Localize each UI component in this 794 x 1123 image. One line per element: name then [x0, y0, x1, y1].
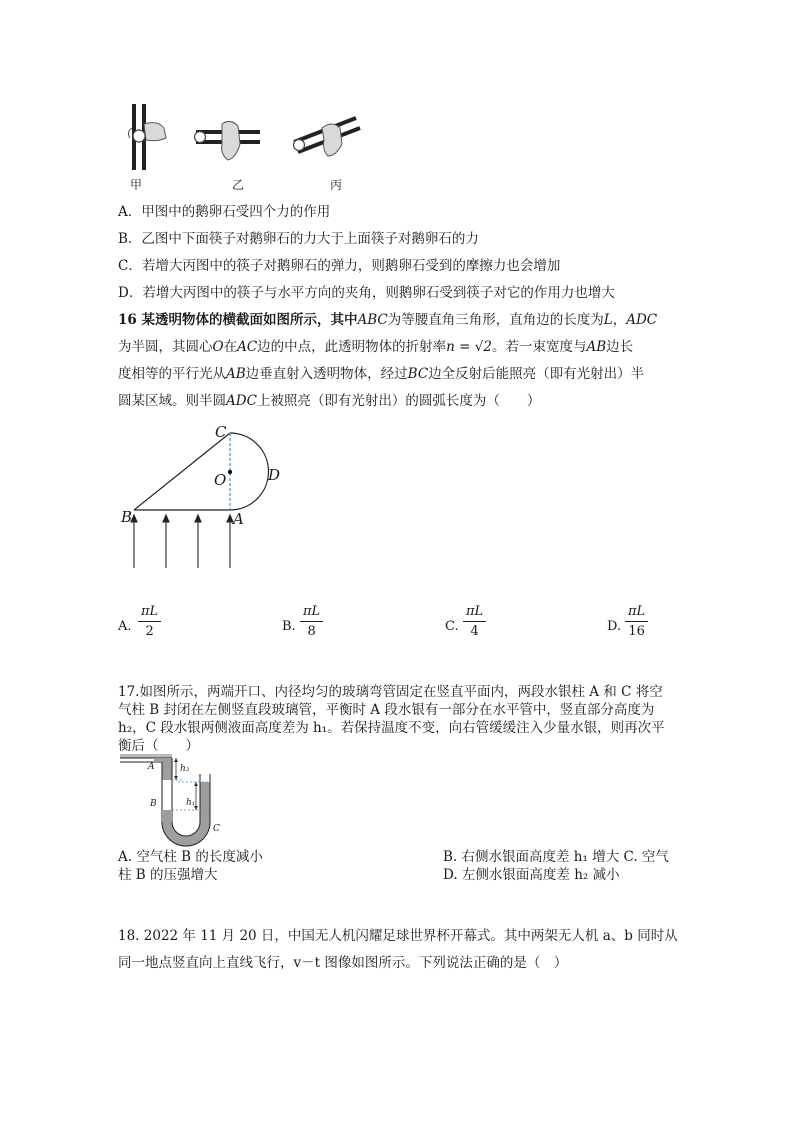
figure-jia — [128, 104, 166, 170]
tube-label-a: A — [148, 762, 155, 772]
fig-label-jia: 甲 — [130, 178, 143, 192]
tube-label-h1: h₁ — [186, 798, 196, 808]
glass-tube-figure — [118, 752, 228, 848]
q17-stem-line-3: h₂，C 段水银两侧液面高度差为 h₁。若保持温度不变，向右管缓缓注入少量水银，则再次平 — [118, 720, 665, 736]
q17-stem-line-1: 17.如图所示，两端开口、内径均匀的玻璃弯管固定在竖直平面内，两段水银柱 A 和 C 将空 — [118, 684, 663, 700]
label-b: B — [121, 508, 133, 526]
q17-option-c-cont: 柱 B 的压强增大 — [118, 867, 218, 883]
arc-adc — [230, 433, 268, 510]
label-c: C — [215, 423, 227, 441]
q15-option-c: C．若增大丙图中的筷子对鹅卵石的弹力，则鹅卵石受到的摩擦力也会增加 — [118, 258, 561, 274]
label-a: A — [233, 510, 244, 528]
label-o: O — [214, 471, 227, 489]
fig-label-yi: 乙 — [232, 178, 245, 192]
q15-option-a: A．甲图中的鹅卵石受四个力的作用 — [118, 204, 331, 220]
fig-label-bing: 丙 — [330, 178, 343, 192]
q18-stem-line-1: 18. 2022 年 11 月 20 日，中国无人机闪耀足球世界杯开幕式。其中两架无人机 a、b 同时从 — [118, 928, 678, 944]
q16-stem-line-2: 为半圆，其圆心O在AC边的中点，此透明物体的折射率n = √2。若一束宽度与AB边长 — [118, 339, 634, 355]
q15-option-b: B．乙图中下面筷子对鹅卵石的力大于上面筷子对鹅卵石的力 — [118, 231, 479, 247]
tube-label-b: B — [150, 799, 157, 809]
q15-option-d: D．若增大丙图中的筷子与水平方向的夹角，则鹅卵石受到筷子对它的作用力也增大 — [118, 285, 615, 301]
figure-bing — [294, 118, 361, 156]
label-d: D — [268, 466, 281, 484]
prism-figure — [112, 418, 292, 578]
q17-option-b-c: B. 右侧水银面高度差 h₁ 增大 C. 空气 — [443, 849, 669, 865]
q17-stem-line-4: 衡后（ ） — [118, 738, 199, 754]
q17-option-d: D. 左侧水银面高度差 h₂ 减小 — [443, 867, 620, 883]
q16-stem-line-3: 度相等的平行光从AB边垂直射入透明物体，经过BC边全反射后能照亮（即有光射出）半 — [118, 366, 645, 382]
center-o — [228, 470, 232, 474]
tube-label-h2: h₂ — [180, 764, 190, 774]
q16-stem-line-4: 圆某区域。则半圆ADC上被照亮（即有光射出）的圆弧长度为（ ） — [118, 393, 541, 409]
chopsticks-figure — [118, 98, 368, 178]
q18-stem-line-2: 同一地点竖直向上直线飞行，v－t 图像如图所示。下列说法正确的是（ ） — [118, 955, 568, 971]
figure-yi — [195, 121, 261, 160]
incident-rays — [131, 515, 233, 568]
tube-label-c: C — [213, 824, 220, 834]
q17-stem-line-2: 气柱 B 封闭在左侧竖直段玻璃管，平衡时 A 段水银有一部分在水平管中，竖直部分高度为 — [118, 702, 655, 718]
q16-stem-line-1: 16 某透明物体的横截面如图所示，其中ABC为等腰直角三角形，直角边的长度为L，ADC — [118, 312, 658, 328]
q17-option-a: A. 空气柱 B 的长度减小 — [118, 849, 263, 865]
